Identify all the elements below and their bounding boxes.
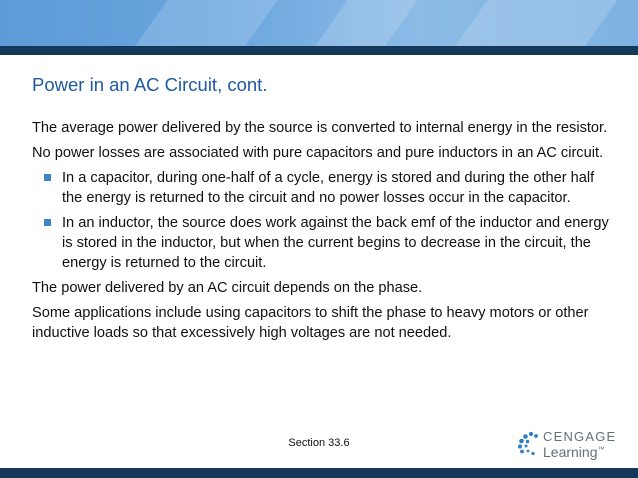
section-reference: Section 33.6 bbox=[288, 437, 350, 449]
footer-bar bbox=[0, 468, 638, 478]
header-streak bbox=[298, 0, 431, 46]
body-paragraph: Some applications include using capacitors to shift the phase to heavy motors or other inductive loads so that excessively high voltages are not needed. bbox=[32, 305, 589, 341]
bullet-list bbox=[32, 168, 616, 273]
header-divider-bar bbox=[0, 46, 638, 55]
body-paragraph: The average power delivered by the source is converted to internal energy in the resistor. bbox=[32, 120, 608, 136]
square-bullet-icon bbox=[44, 219, 51, 226]
body-paragraph: No power losses are associated with pure capacitors and pure inductors in an AC circuit. bbox=[32, 145, 604, 161]
bullet-text: In a capacitor, during one-half of a cycle, energy is stored and during the other half the energy is returned to the circuit and no power losses occur in the capacitor. bbox=[62, 170, 595, 206]
header-streak bbox=[438, 0, 631, 46]
cengage-dots-icon bbox=[517, 431, 541, 457]
slide-body bbox=[32, 118, 616, 348]
bullet-item bbox=[32, 168, 616, 208]
logo-sub-text: Learning™ bbox=[543, 444, 605, 460]
body-paragraph: The power delivered by an AC circuit depends on the phase. bbox=[32, 280, 423, 296]
bullet-text: In an inductor, the source does work against the back emf of the inductor and energy is stored in the inductor, but when the current begins to decrease in the circuit, the energy is returned to the circuit. bbox=[62, 215, 609, 271]
logo-brand-text: CENGAGE bbox=[543, 429, 617, 444]
header-streak bbox=[118, 0, 291, 46]
slide-title: Power in an AC Circuit, cont. bbox=[32, 74, 268, 95]
header-band bbox=[0, 0, 638, 46]
bullet-item bbox=[32, 213, 616, 273]
square-bullet-icon bbox=[44, 174, 51, 181]
cengage-learning-logo bbox=[517, 428, 621, 464]
